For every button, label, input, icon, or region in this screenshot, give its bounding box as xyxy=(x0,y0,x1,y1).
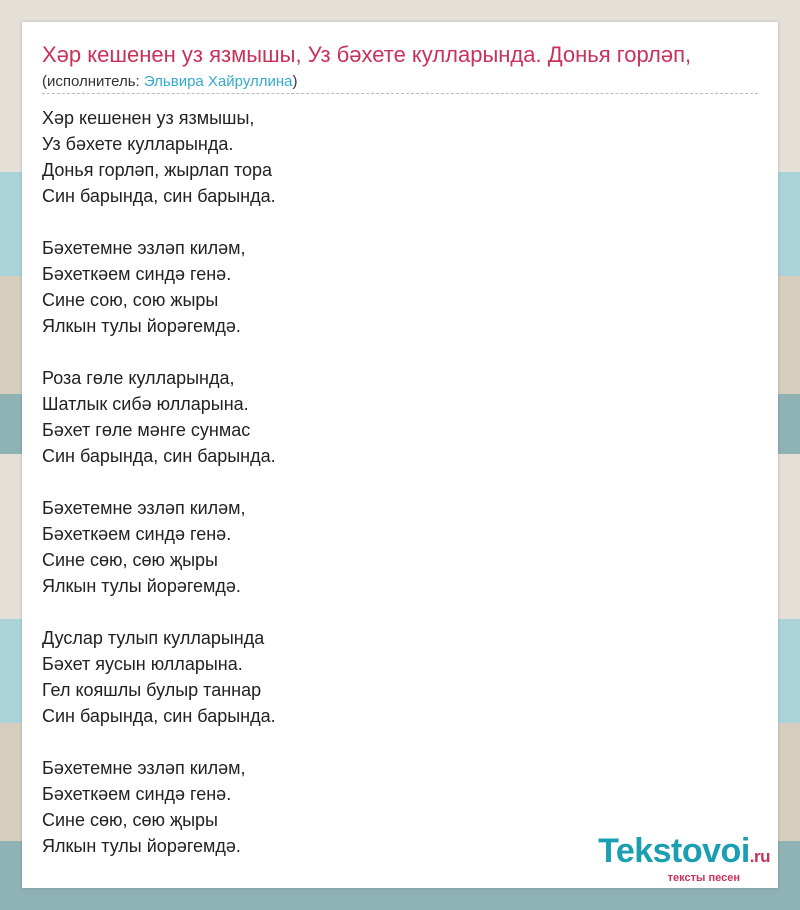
lyric-line: Син барында, син барында. xyxy=(42,706,276,726)
logo-wordmark xyxy=(598,834,770,874)
performer-close: ) xyxy=(292,73,298,90)
dashed-divider xyxy=(42,93,758,94)
lyric-line: Дуслар тулып кулларында xyxy=(42,628,265,648)
lyric-line: Бәхетемне эзләп киләм, xyxy=(42,758,246,778)
stanza xyxy=(42,235,276,339)
lyric-line: Сине сөю, сөю җыры xyxy=(42,550,218,570)
lyric-line: Хәр кешенен уз язмышы, xyxy=(42,108,255,128)
performer-label: (исполнитель: xyxy=(42,73,144,90)
lyric-line: Роза гөле кулларында, xyxy=(42,368,235,388)
stanza xyxy=(42,495,276,599)
lyric-line: Ялкын тулы йорәгемдә. xyxy=(42,316,241,336)
lyric-line: Гел кояшлы булыр таннар xyxy=(42,680,262,700)
site-logo[interactable] xyxy=(598,834,770,884)
stanza xyxy=(42,755,276,859)
logo-name: Tekstovoi xyxy=(598,832,750,870)
lyric-line: Бәхет гөле мәнге сунмас xyxy=(42,420,251,440)
lyric-line: Син барында, син барында. xyxy=(42,186,276,206)
lyric-line: Бәхетемне эзләп киләм, xyxy=(42,238,246,258)
stanza xyxy=(42,365,276,469)
logo-tld: .ru xyxy=(749,847,770,866)
lyric-line: Сине сөю, сөю җыры xyxy=(42,810,218,830)
logo-tagline: тексты песен xyxy=(667,872,740,884)
lyric-line: Уз бәхете кулларында. xyxy=(42,134,234,154)
lyric-line: Бәхет яусын юлларына. xyxy=(42,654,243,674)
lyrics-body xyxy=(42,105,276,885)
lyric-line: Бәхеткәем синдә генә. xyxy=(42,264,232,284)
song-title: Хәр кешенен уз язмышы, Уз бәхете кулларында. Донья горләп, xyxy=(42,42,692,67)
lyric-line: Ялкын тулы йорәгемдә. xyxy=(42,576,241,596)
lyric-line: Бәхеткәем синдә генә. xyxy=(42,524,232,544)
lyric-line: Донья горләп, жырлап тора xyxy=(42,160,273,180)
lyric-line: Ялкын тулы йорәгемдә. xyxy=(42,836,241,856)
performer-link[interactable]: Эльвира Хайруллина xyxy=(143,73,293,90)
lyric-line: Сине сою, сою жыры xyxy=(42,290,219,310)
stanza xyxy=(42,625,276,729)
lyric-line: Бәхеткәем синдә генә. xyxy=(42,784,232,804)
lyric-line: Син барында, син барында. xyxy=(42,446,276,466)
stanza xyxy=(42,105,276,209)
lyric-line: Бәхетемне эзләп киләм, xyxy=(42,498,246,518)
lyric-line: Шатлык сибә юлларына. xyxy=(42,394,249,414)
performer-line xyxy=(42,72,298,92)
lyrics-card xyxy=(22,22,778,888)
